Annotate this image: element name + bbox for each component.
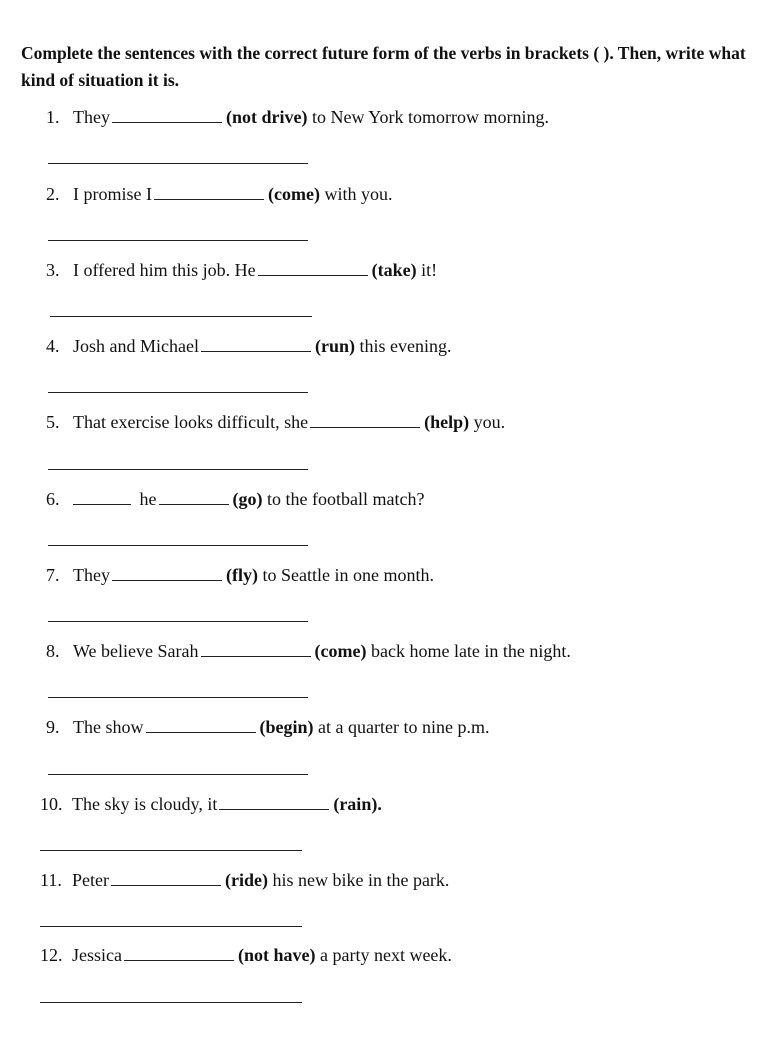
verb-hint: (rain). (333, 794, 382, 814)
item-text-before: The show (73, 717, 144, 737)
instructions: Complete the sentences with the correct future form of the verbs in brackets ( ). Then, write what kind of situation it is. (21, 43, 746, 90)
verb-hint: (ride) (224, 870, 268, 890)
exercise-item-9 (46, 717, 489, 738)
answer-blank[interactable] (159, 490, 229, 505)
answer-blank[interactable] (154, 185, 264, 200)
verb-hint: (not have) (237, 945, 316, 965)
item-number: 7. (46, 565, 60, 585)
item-text-after: his new bike in the park. (272, 870, 450, 890)
exercise-item-6 (46, 489, 424, 510)
situation-answer-line[interactable] (48, 392, 308, 393)
situation-answer-line[interactable] (50, 316, 312, 317)
answer-blank[interactable] (112, 108, 222, 123)
answer-blank[interactable] (73, 490, 131, 505)
verb-hint: (help) (424, 412, 470, 432)
situation-answer-line[interactable] (40, 926, 302, 927)
exercise-item-5 (46, 412, 505, 433)
item-text-after: you. (473, 412, 506, 432)
verb-hint: (not drive) (225, 107, 308, 127)
exercise-item-3 (46, 260, 437, 281)
answer-blank[interactable] (146, 718, 256, 733)
item-number: 10. (40, 794, 63, 814)
item-text-before: Peter (72, 870, 109, 890)
verb-hint: (fly) (225, 565, 258, 585)
item-text-after: to Seattle in one month. (262, 565, 434, 585)
item-text-before: I promise I (73, 184, 152, 204)
situation-answer-line[interactable] (48, 774, 308, 775)
item-text-before: We believe Sarah (73, 641, 199, 661)
item-text-before: The sky is cloudy, it (72, 794, 218, 814)
answer-blank[interactable] (201, 642, 311, 657)
item-text-after: this evening. (359, 336, 452, 356)
item-number: 1. (46, 107, 60, 127)
situation-answer-line[interactable] (48, 621, 308, 622)
situation-answer-line[interactable] (48, 163, 308, 164)
item-number: 5. (46, 412, 60, 432)
item-number: 2. (46, 184, 60, 204)
item-text-before: They (73, 107, 110, 127)
exercise-item-4 (46, 336, 451, 357)
situation-answer-line[interactable] (48, 697, 308, 698)
verb-hint: (go) (232, 489, 263, 509)
item-text-after: with you. (324, 184, 393, 204)
item-text-before: They (73, 565, 110, 585)
verb-hint: (run) (314, 336, 355, 356)
verb-hint: (come) (314, 641, 367, 661)
situation-answer-line[interactable] (48, 469, 308, 470)
situation-answer-line[interactable] (40, 850, 302, 851)
verb-hint: (come) (267, 184, 320, 204)
item-text-after: at a quarter to nine p.m. (318, 717, 490, 737)
item-text-before: Jessica (72, 945, 122, 965)
answer-blank[interactable] (112, 566, 222, 581)
exercise-item-8 (46, 641, 571, 662)
item-number: 9. (46, 717, 60, 737)
item-text-after: it! (421, 260, 438, 280)
item-number: 11. (40, 870, 62, 890)
exercise-item-7 (46, 565, 434, 586)
item-number: 6. (46, 489, 60, 509)
situation-answer-line[interactable] (40, 1002, 302, 1003)
exercise-item-10 (40, 794, 382, 815)
answer-blank[interactable] (201, 337, 311, 352)
item-number: 12. (40, 945, 63, 965)
item-number: 3. (46, 260, 60, 280)
exercise-item-1 (46, 107, 549, 128)
answer-blank[interactable] (310, 413, 420, 428)
exercise-item-11 (40, 870, 449, 891)
item-text-before: I offered him this job. He (73, 260, 256, 280)
answer-blank[interactable] (124, 946, 234, 961)
item-text-after: a party next week. (319, 945, 452, 965)
item-subject: he (139, 489, 157, 509)
item-text-after: to the football match? (267, 489, 425, 509)
answer-blank[interactable] (219, 795, 329, 810)
item-text-after: to New York tomorrow morning. (311, 107, 549, 127)
situation-answer-line[interactable] (48, 545, 308, 546)
answer-blank[interactable] (258, 261, 368, 276)
item-text-before: Josh and Michael (73, 336, 199, 356)
item-text-before: That exercise looks difficult, she (73, 412, 309, 432)
situation-answer-line[interactable] (48, 240, 308, 241)
item-text-after: back home late in the night. (370, 641, 571, 661)
item-number: 8. (46, 641, 60, 661)
answer-blank[interactable] (111, 871, 221, 886)
exercise-item-2 (46, 184, 392, 205)
verb-hint: (take) (371, 260, 417, 280)
item-number: 4. (46, 336, 60, 356)
verb-hint: (begin) (259, 717, 314, 737)
exercise-item-12 (40, 945, 452, 966)
